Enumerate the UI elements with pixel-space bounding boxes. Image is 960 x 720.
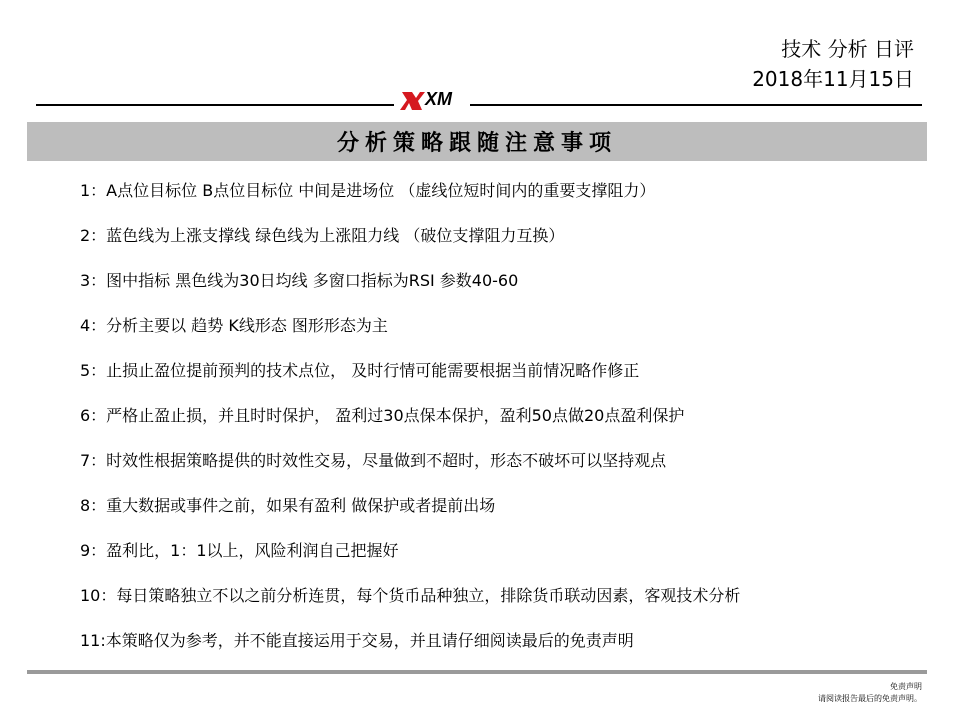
logo-text: XM [425, 89, 452, 109]
report-title: 技术 分析 日评 [781, 37, 914, 61]
list-item: 5：止损止盈位提前预判的技术点位， 及时行情可能需要根据当前情况略作修正 [80, 361, 640, 380]
list-item: 4：分析主要以 趋势 K线形态 图形形态为主 [80, 316, 388, 335]
xm-logo [398, 84, 470, 112]
section-title: 分析策略跟随注意事项 [336, 131, 617, 156]
list-item: 9：盈利比，1：1以上，风险利润自己把握好 [80, 541, 399, 560]
section-title-bar [27, 122, 927, 161]
list-item: 10：每日策略独立不以之前分析连贯，每个货币品种独立，排除货币联动因素，客观技术分析 [80, 586, 741, 605]
list-item: 8：重大数据或事件之前，如果有盈利 做保护或者提前出场 [80, 496, 496, 515]
disclaimer-note [818, 681, 922, 705]
list-item: 11:本策略仅为参考，并不能直接运用于交易，并且请仔细阅读最后的免责声明 [80, 631, 634, 650]
list-item: 7：时效性根据策略提供的时效性交易，尽量做到不超时，形态不破坏可以坚持观点 [80, 451, 667, 470]
report-date: 2018年11月15日 [752, 67, 914, 91]
disclaimer-text: 请阅读报告最后的免责声明。 [818, 694, 922, 703]
header-divider-right [470, 104, 922, 106]
disclaimer-title: 免责声明 [890, 682, 922, 691]
report-header [752, 34, 914, 94]
footer-divider [27, 670, 927, 674]
notes-list [80, 176, 920, 671]
list-item: 1：A点位目标位 B点位目标位 中间是进场位 （虚线位短时间内的重要支撑阻力） [80, 181, 656, 200]
list-item: 2：蓝色线为上涨支撑线 绿色线为上涨阻力线 （破位支撑阻力互换） [80, 226, 565, 245]
list-item: 6：严格止盈止损，并且时时保护， 盈利过30点保本保护，盈利50点做20点盈利保护 [80, 406, 685, 425]
header-divider-left [36, 104, 394, 106]
list-item: 3：图中指标 黑色线为30日均线 多窗口指标为RSI 参数40-60 [80, 271, 519, 290]
